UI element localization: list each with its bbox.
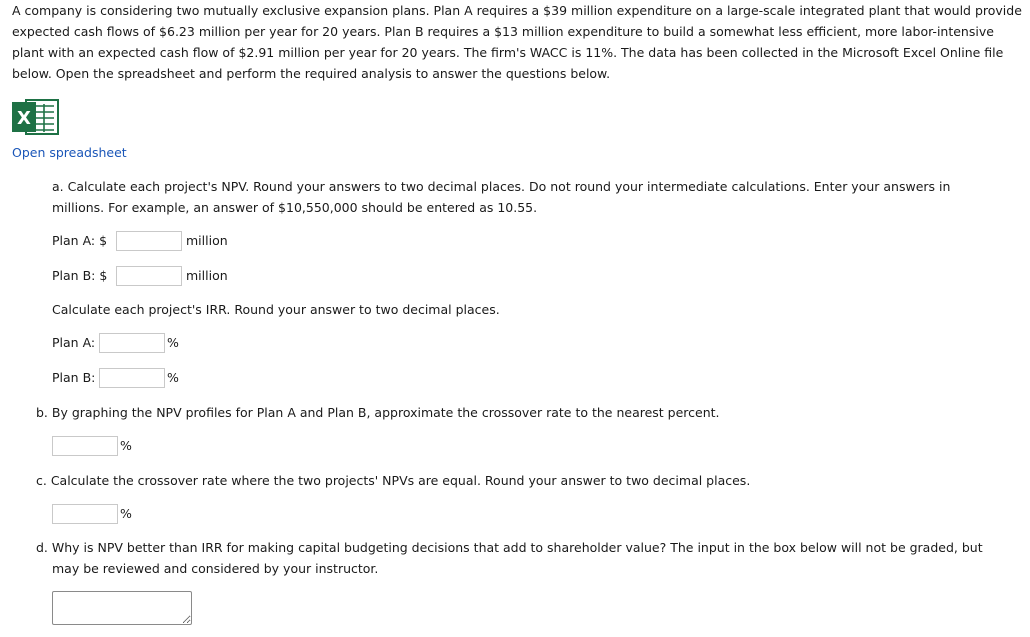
irr-plan-a-unit: % <box>167 335 179 350</box>
crossover-approx-input[interactable] <box>52 436 118 456</box>
crossover-approx-unit: % <box>120 438 132 453</box>
npv-plan-a-unit: million <box>186 233 228 248</box>
problem-statement: A company is considering two mutually exclusive expansion plans. Plan A requires a $39 million expenditure on a large-scale integrated plant that would provide expected cash flows of $6.23 million per year for 20 years. Plan B requires a $13 million expenditure to build a somewhat less efficient, more labor-intensive plant with an expected cash flow of $2.91 million per year for 20 years. The firm's WACC is 11%. The data has been collected in the Microsoft Excel Online file below. Open the spreadsheet and perform the required analysis to answer the questions below. <box>12 3 1022 81</box>
npv-plan-b-input[interactable] <box>116 266 182 286</box>
npv-vs-irr-question: d. Why is NPV better than IRR for making capital budgeting decisions that add to shareholder value? The input in the box below will not be graded, but may be reviewed and considered by your instructor. <box>36 540 983 576</box>
irr-plan-b-unit: % <box>167 370 179 385</box>
irr-question: Calculate each project's IRR. Round your answer to two decimal places. <box>52 302 500 317</box>
irr-plan-a-input[interactable] <box>99 333 165 353</box>
excel-icon[interactable] <box>12 96 60 138</box>
excel-icon-letter: X <box>17 108 31 129</box>
npv-vs-irr-textarea[interactable] <box>52 591 192 625</box>
irr-plan-b-input[interactable] <box>99 368 165 388</box>
crossover-exact-question: c. Calculate the crossover rate where the two projects' NPVs are equal. Round your answer to two decimal places. <box>36 473 751 488</box>
npv-question: a. Calculate each project's NPV. Round your answers to two decimal places. Do not round your intermediate calculations. Enter your answers in millions. For example, an answer of $10,550,000 should be entered as 10.55. <box>52 179 951 215</box>
crossover-exact-input[interactable] <box>52 504 118 524</box>
irr-plan-b-label: Plan B: <box>52 370 96 385</box>
irr-plan-a-label: Plan A: <box>52 335 96 350</box>
crossover-approx-question: b. By graphing the NPV profiles for Plan A and Plan B, approximate the crossover rate to the nearest percent. <box>36 405 720 420</box>
crossover-exact-unit: % <box>120 506 132 521</box>
npv-plan-a-label: Plan A: $ <box>52 233 108 248</box>
open-spreadsheet-link[interactable]: Open spreadsheet <box>12 145 127 160</box>
npv-plan-b-label: Plan B: $ <box>52 268 108 283</box>
npv-plan-b-unit: million <box>186 268 228 283</box>
npv-plan-a-input[interactable] <box>116 231 182 251</box>
